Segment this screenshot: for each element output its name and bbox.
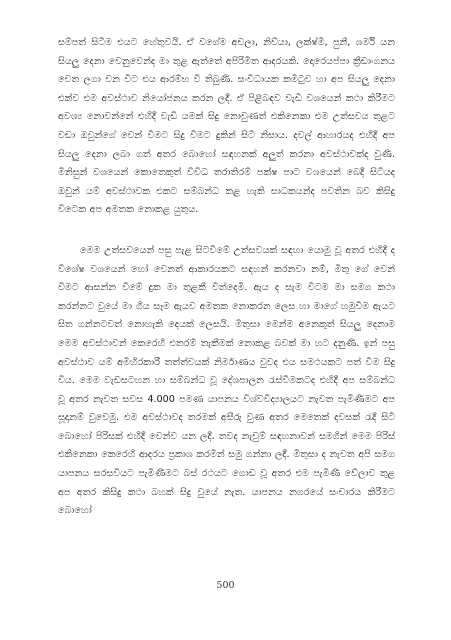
body-paragraph-1: සම්පත් සිටීම එයට හේතුවයි. ඒ වගේම අචලා, නිව්යා, ලක්ෂ්මී, පුනී, ශර්මි යන සියලු දෙනා වෙනුවෙන්ද මා තුළ ඇත්තේ අපිරිමිත ආදරයකි. දොරෙයප්පා ක්‍රීඩාංගනය වෙත ලගා වන විට එය ආරම්භ වී තිබුණි. සංවිධායක කමිටුව හා අප සියලු දෙනා එක්ව එම අවස්ථාව නියෝජනය කරන ලදී. ඒ පිළිබඳව වැඩි වශයෙන් කථා කිරීමට අවශ්‍ය නොවන්නේ එහිදී වැඩි යමක් සිදු නොවුණත් එකිනෙකා එම උත්සවය තුළට වඩා ඔවුන්ගේ වෙන් වීමට සිදු වීමට දුකින් සිටි නිසාය. දවල් ආහාරයද එහිදී අප සියලු දෙනා ලබා ගත් අතර බොහෝ සඳහනක් අලුත් කරනා අවස්ථාවක්ද වුණි. මිනිසුන් වශයෙන් කොතෙකුත් විවිධ තරාතිරම් පක්ෂ පාට වශයෙන් බෙදී සිටියද ඔවුන් යම් අවස්ථාවක එකට සම්බන්ධ කළ හැකි සාධකයන්ද පවතින බව කිසිදු විටෙක අප අමතක නොකළ යුතුය. [58, 37, 395, 216]
page-number: 500 [216, 580, 235, 591]
body-paragraph-2: මෙම උත්සවයෙන් පසු පැළ සිටවීමේ උත්සවයක් සඳහා යොමු වූ අතර එහිදී ද විශේෂ වශයෙන් හෝ වෙනත් ආකාරයකට සඳහන් කරනවා නම්, මිතු ගේ වෙන් වීමට ආසන්න වීමේ දුක මා තුළකී විත්දෙමි. ඇය ද සැම විටම මා සමග කථා කරන්නට වුයේ මා ගිය සෑම ඇයව අමතක නොකරන ලෙස හා මාගේ හමුවීම ඇයට සිත ගන්නටවත් නොහැකි දෙයක් ලෙසයි. මිතුසා මෙන්ම අනෙකුත් සියලු දෙනාම මෙම අවස්ථාවන් කෙරෙහි එතරම් තැකීමක් නොකළ බවක් මා හට දනුණි. ඉන් පසු අවස්ථාව යම් අමිහිරකාරී තත්ත්වයක් නිර්මාණය වුවද එය සමථයකට පත් විම සිදු විය. මෙම වැඩසටහන හා සම්බන්ධ වූ දේශපාලන රැස්වීමකටද එහිදී අප සම්බන්ධ වූ අතර නැවත සවස 4.000 පමණ යාපනය විශ්වවිද්‍යාලයට නැවත පැමිණීමට අප සූදානම් වුවෙමු. එම අවස්ථාවද තරමක් අසීරු වුණ අතර මෙතෙක් දවසක් රැදී සිටි බොහෝ පිරිසක් එහිදී වෙන්ව යන ලදී. තවද නැවුම් සඳහනාවන් සමගින් මෙම පිරිස් එකිනෙකා කෙරෙහි ආදරය ප්‍රකාශ කරමින් සමු ගන්නා ලදී. මිතුසා ද නැවත අපි සමග යාපනය සරසවියට පැමිණීමට බස් රථයට ගොඩ වූ අතර එම පැමිණී වේලාව තුළ අප අතර කිසිදු කථා බහක් සිදු වුයේ නැත. යාපනය නගරයේ සංචාරය කිරීමට බොහෝ [58, 244, 395, 517]
